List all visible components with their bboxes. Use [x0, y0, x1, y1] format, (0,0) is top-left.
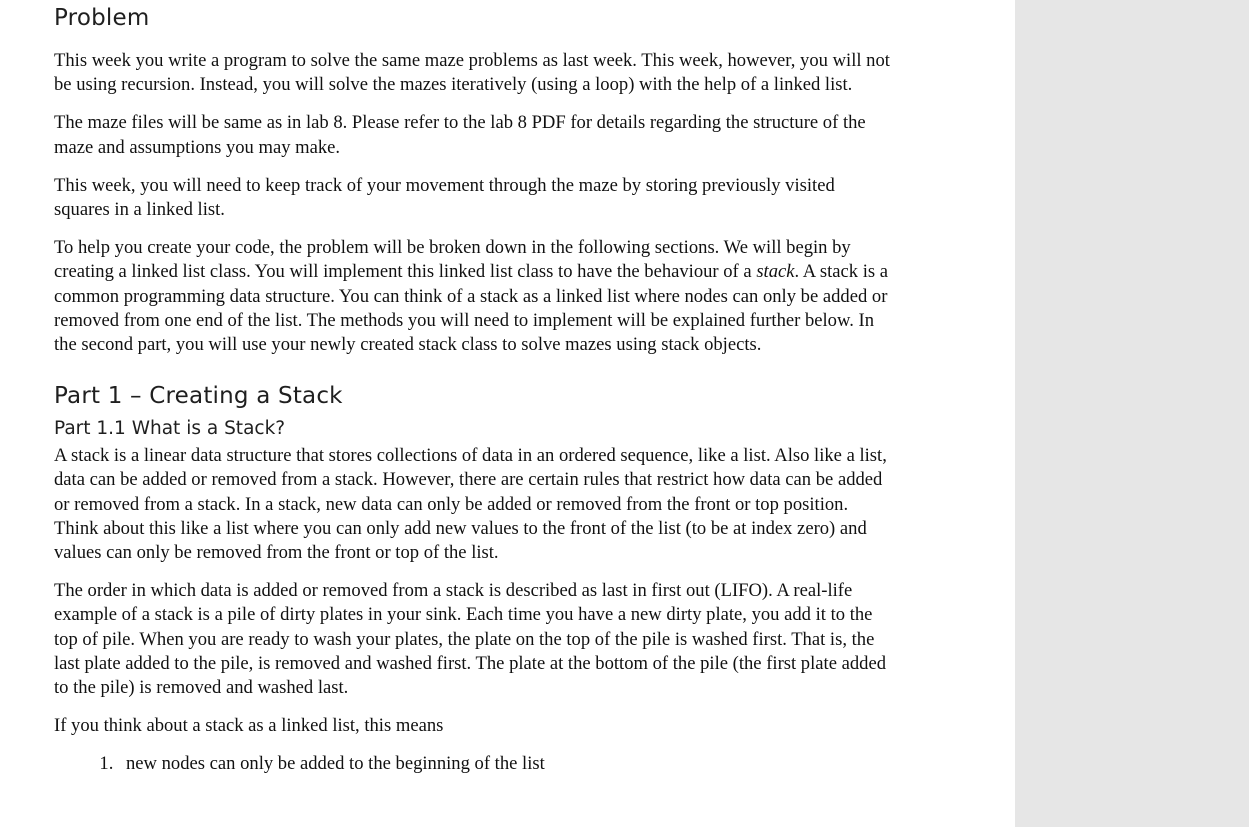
part1-1-heading: Part 1.1 What is a Stack?	[54, 418, 286, 440]
part1-paragraph-1: A stack is a linear data structure that stores collections of data in an ordered sequence, like a list. Also like a list, data can be added or removed from a stack. However, there are certain rules that restrict how data can be added or removed from a stack. In a stack, new data can only be added or removed from the front or top position. Think about this like a list where you can only add new values to the front of the list (to be at index zero) and values can only be removed from the front or top of the list.	[54, 445, 887, 564]
problem-paragraph-4	[54, 236, 890, 357]
part1-paragraph-3: If you think about a stack as a linked list, this means	[54, 715, 444, 737]
stack-emphasis: stack	[756, 261, 795, 283]
problem-heading: Problem	[54, 5, 150, 31]
list-item: 1. new nodes can only be added to the beginning of the list	[118, 752, 890, 776]
problem-paragraph-3: This week, you will need to keep track of your movement through the maze by storing previously visited squares in a linked list.	[54, 174, 835, 221]
document-content	[54, 0, 890, 777]
part1-paragraph-2: The order in which data is added or removed from a stack is described as last in first out (LIFO). A real-life example of a stack is a pile of dirty plates in your sink. Each time you have a new dirty plate, you add it to the top of pile. When you are ready to wash your plates, the plate on the top of the pile is washed first. That is, the last plate added to the pile, is removed and washed first. The plate at the bottom of the pile (the first plate added to the pile) is removed and washed last.	[54, 580, 886, 699]
problem-paragraph-1: This week you write a program to solve the same maze problems as last week. This week, however, you will not be using recursion. Instead, you will solve the mazes iteratively (using a loop) with the help of a linked list.	[54, 50, 890, 96]
part1-heading: Part 1 – Creating a Stack	[54, 383, 343, 410]
stack-rules-list	[54, 752, 890, 776]
problem-paragraph-2: The maze files will be same as in lab 8. Please refer to the lab 8 PDF for details regarding the structure of the maze and assumptions you may make.	[54, 112, 866, 158]
problem-paragraph-4-start: To help you create your code, the problem will be broken down in the following sections. We will begin by creating a linked list class. You will implement this linked list class to have the behaviour of a	[54, 237, 851, 283]
problem-paragraph-4-end: . A stack is a common programming data structure. You can think of a stack as a linked list where nodes can only be added or removed from one end of the list. The methods you will need to implement will be explained further below. In the second part, you will use your newly created stack class to solve mazes using stack objects.	[54, 261, 889, 356]
side-panel-background	[1015, 0, 1249, 827]
